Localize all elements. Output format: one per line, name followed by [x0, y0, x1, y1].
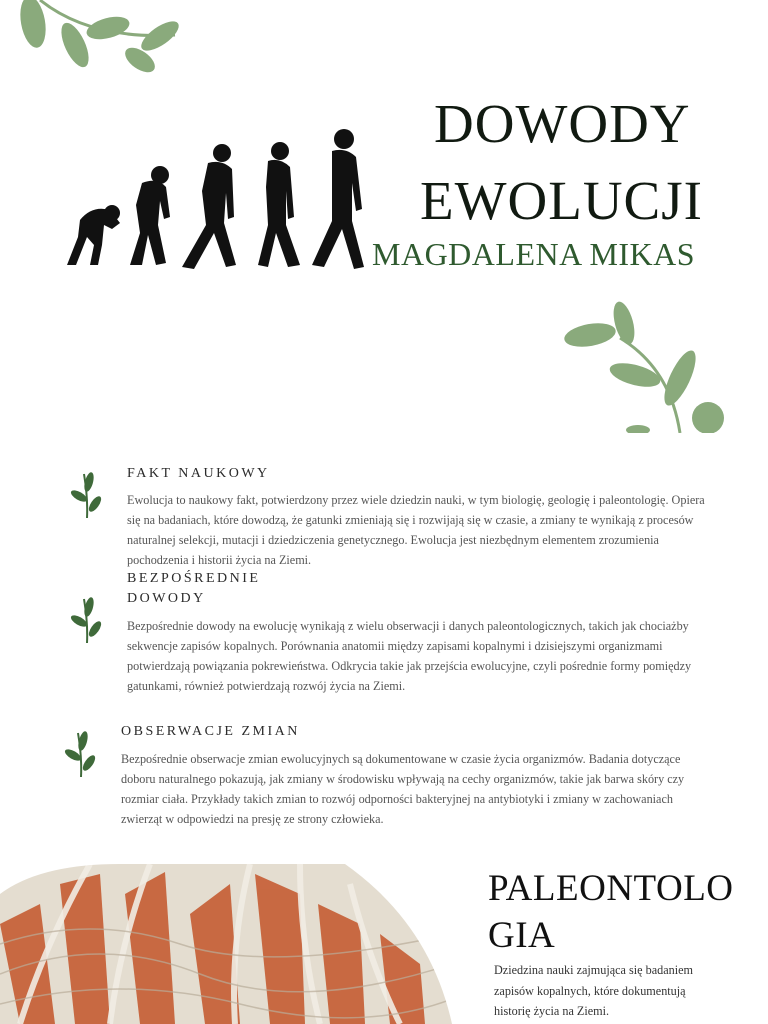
sprout-icon — [70, 595, 104, 645]
leaf-branch-top-left — [0, 0, 190, 90]
paleontology-description: Dziedzina nauki zajmująca się badaniem zapisów kopalnych, które dokumentują historię życia na Ziemi. — [494, 963, 693, 1018]
section-title-fakt-naukowy: FAKT NAUKOWY — [127, 466, 270, 481]
title-line-2: EWOLUCJI — [420, 170, 703, 231]
silhouette-early-human — [258, 142, 300, 267]
section-title-obserwacje-zmian: OBSERWACJE ZMIAN — [121, 724, 300, 739]
section-body-bezposrednie-dowody: Bezpośrednie dowody na ewolucję wynikają z wielu obserwacji i danych paleontologicznych, takich jak chociażby sekwencje zapisów kopalnych. Porównania anatomii między zapisami kopalnymi i dzisiejszymi organizmami potwierdzają powiązania pokrewieństwa. Odkrycia takie jak przejścia ewolucyjne, czyli pośrednie formy pomiędzy gatunkami, również potwierdzają rozwój życia na Ziemi. — [127, 619, 692, 693]
author-name: MAGDALENA MIKAS — [372, 236, 696, 272]
sprout-icon — [64, 729, 98, 779]
sprout-icon — [70, 470, 104, 520]
title-line-1: DOWODY — [434, 93, 691, 154]
silhouette-modern-human — [312, 129, 364, 269]
section-title-bezposrednie-dowody-line1: BEZPOŚREDNIE — [127, 571, 261, 586]
silhouette-ape — [67, 205, 120, 265]
section-body-fakt-naukowy: Ewolucja to naukowy fakt, potwierdzony przez wiele dziedzin nauki, w tym biologię, geologię i paleontologię. Opiera się na badaniach, które dowodzą, że gatunki zmieniają się i rozwijają się w czasie, a zmiany te wynikają z procesów naturalnej selekcji, mutacji i dziedziczenia genetycznego. Ewolucja jest niezbędnym elementem zrozumienia pochodzenia i historii życia na Ziemi. — [127, 493, 705, 567]
section-body-obserwacje-zmian: Bezpośrednie obserwacje zmian ewolucyjnych są dokumentowane w czasie życia organizmów. Badania dotyczące doboru naturalnego pokazują, jak zmiany w środowisku wpływają na cechy organizmów, takie jak barwa skóry czy rozmiar ciała. Przykłady takich zmian to rozwój odporności bakteryjnej na antybiotyki i zmiany w zachowaniach zwierząt w odpowiedzi na presję ze strony człowieka. — [121, 752, 685, 826]
evolution-silhouettes-image — [62, 125, 372, 273]
silhouette-early-hominid — [130, 166, 170, 265]
section-title-bezposrednie-dowody-line2: DOWODY — [127, 591, 206, 606]
leaf-branch-right — [560, 298, 740, 433]
silhouette-hominid — [182, 144, 236, 269]
fossil-photo — [0, 864, 452, 1024]
paleontology-title-line2: GIA — [488, 915, 556, 956]
paleontology-title-line1: PALEONTOLO — [488, 868, 734, 909]
